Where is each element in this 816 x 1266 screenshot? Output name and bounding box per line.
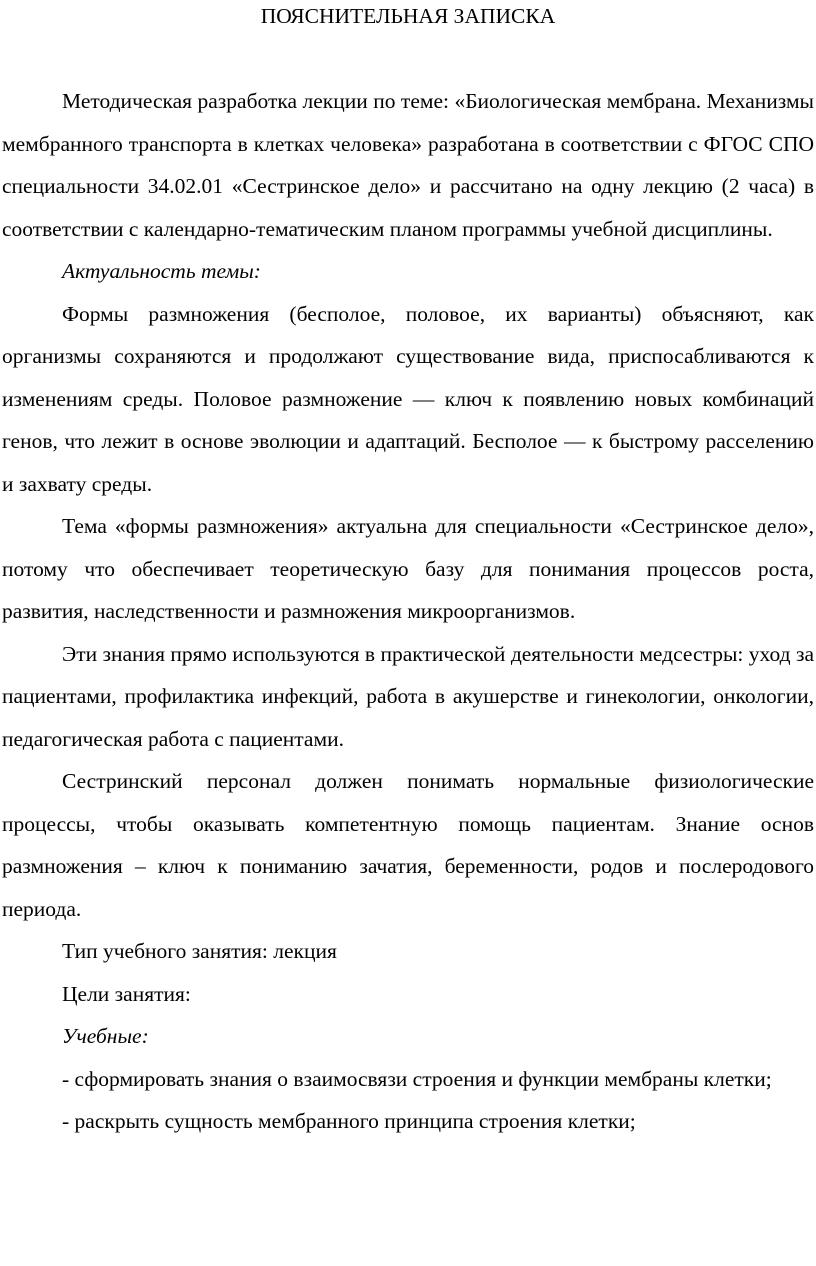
document-title: ПОЯСНИТЕЛЬНАЯ ЗАПИСКА xyxy=(260,4,556,28)
paragraph-lesson-type: Тип учебного занятия: лекция xyxy=(62,939,337,963)
paragraph-intro: Методическая разработка лекции по теме: «Биологическая мембрана. Механизмы мембранного транспорта в клетках человека» разработана в соответствии с ФГОС СПО специальности 34.02.01 «Сестринское дело» и рассчитано на одну лекцию (2 часа) в соответствии с календарно-тематическим планом программы учебной дисциплины. xyxy=(2,89,814,241)
goal-item-2: - раскрыть сущность мембранного принципа строения клетки; xyxy=(62,1109,636,1133)
heading-relevance: Актуальность темы: xyxy=(62,259,261,283)
goal-item-1: - сформировать знания о взаимосвязи строения и функции мембраны клетки; xyxy=(62,1066,772,1091)
paragraph-reproduction-forms: Формы размножения (бесполое, половое, их варианты) объясняют, как организмы сохраняются и продолжают существование вида, приспосабливаются к изменениям среды. Половое размножение — ключ к появлению новых комбинаций генов, что лежит в основе эволюции и адаптаций. Бесполое — к быстрому расселению и захвату среды. xyxy=(2,301,814,496)
paragraph-nursing-staff: Сестринский персонал должен понимать нормальные физиологические процессы, чтобы оказывать компетентную помощь пациентам. Знание основ размножения – ключ к пониманию зачатия, беременности, родов и послеродового периода. xyxy=(2,769,814,921)
heading-educational-goals: Учебные: xyxy=(62,1024,149,1048)
title-spacer xyxy=(2,32,814,80)
paragraph-lesson-goals: Цели занятия: xyxy=(62,981,191,1006)
paragraph-practical-use: Эти знания прямо используются в практической деятельности медсестры: уход за пациентами, профилактика инфекций, работа в акушерстве и гинекологии, онкологии, педагогическая работа с пациентами. xyxy=(2,641,814,751)
paragraph-topic-relevance: Тема «формы размножения» актуальна для специальности «Сестринское дело», потому что обеспечивает теоретическую базу для понимания процессов роста, развития, наследственности и размножения микроорганизмов. xyxy=(2,514,814,623)
